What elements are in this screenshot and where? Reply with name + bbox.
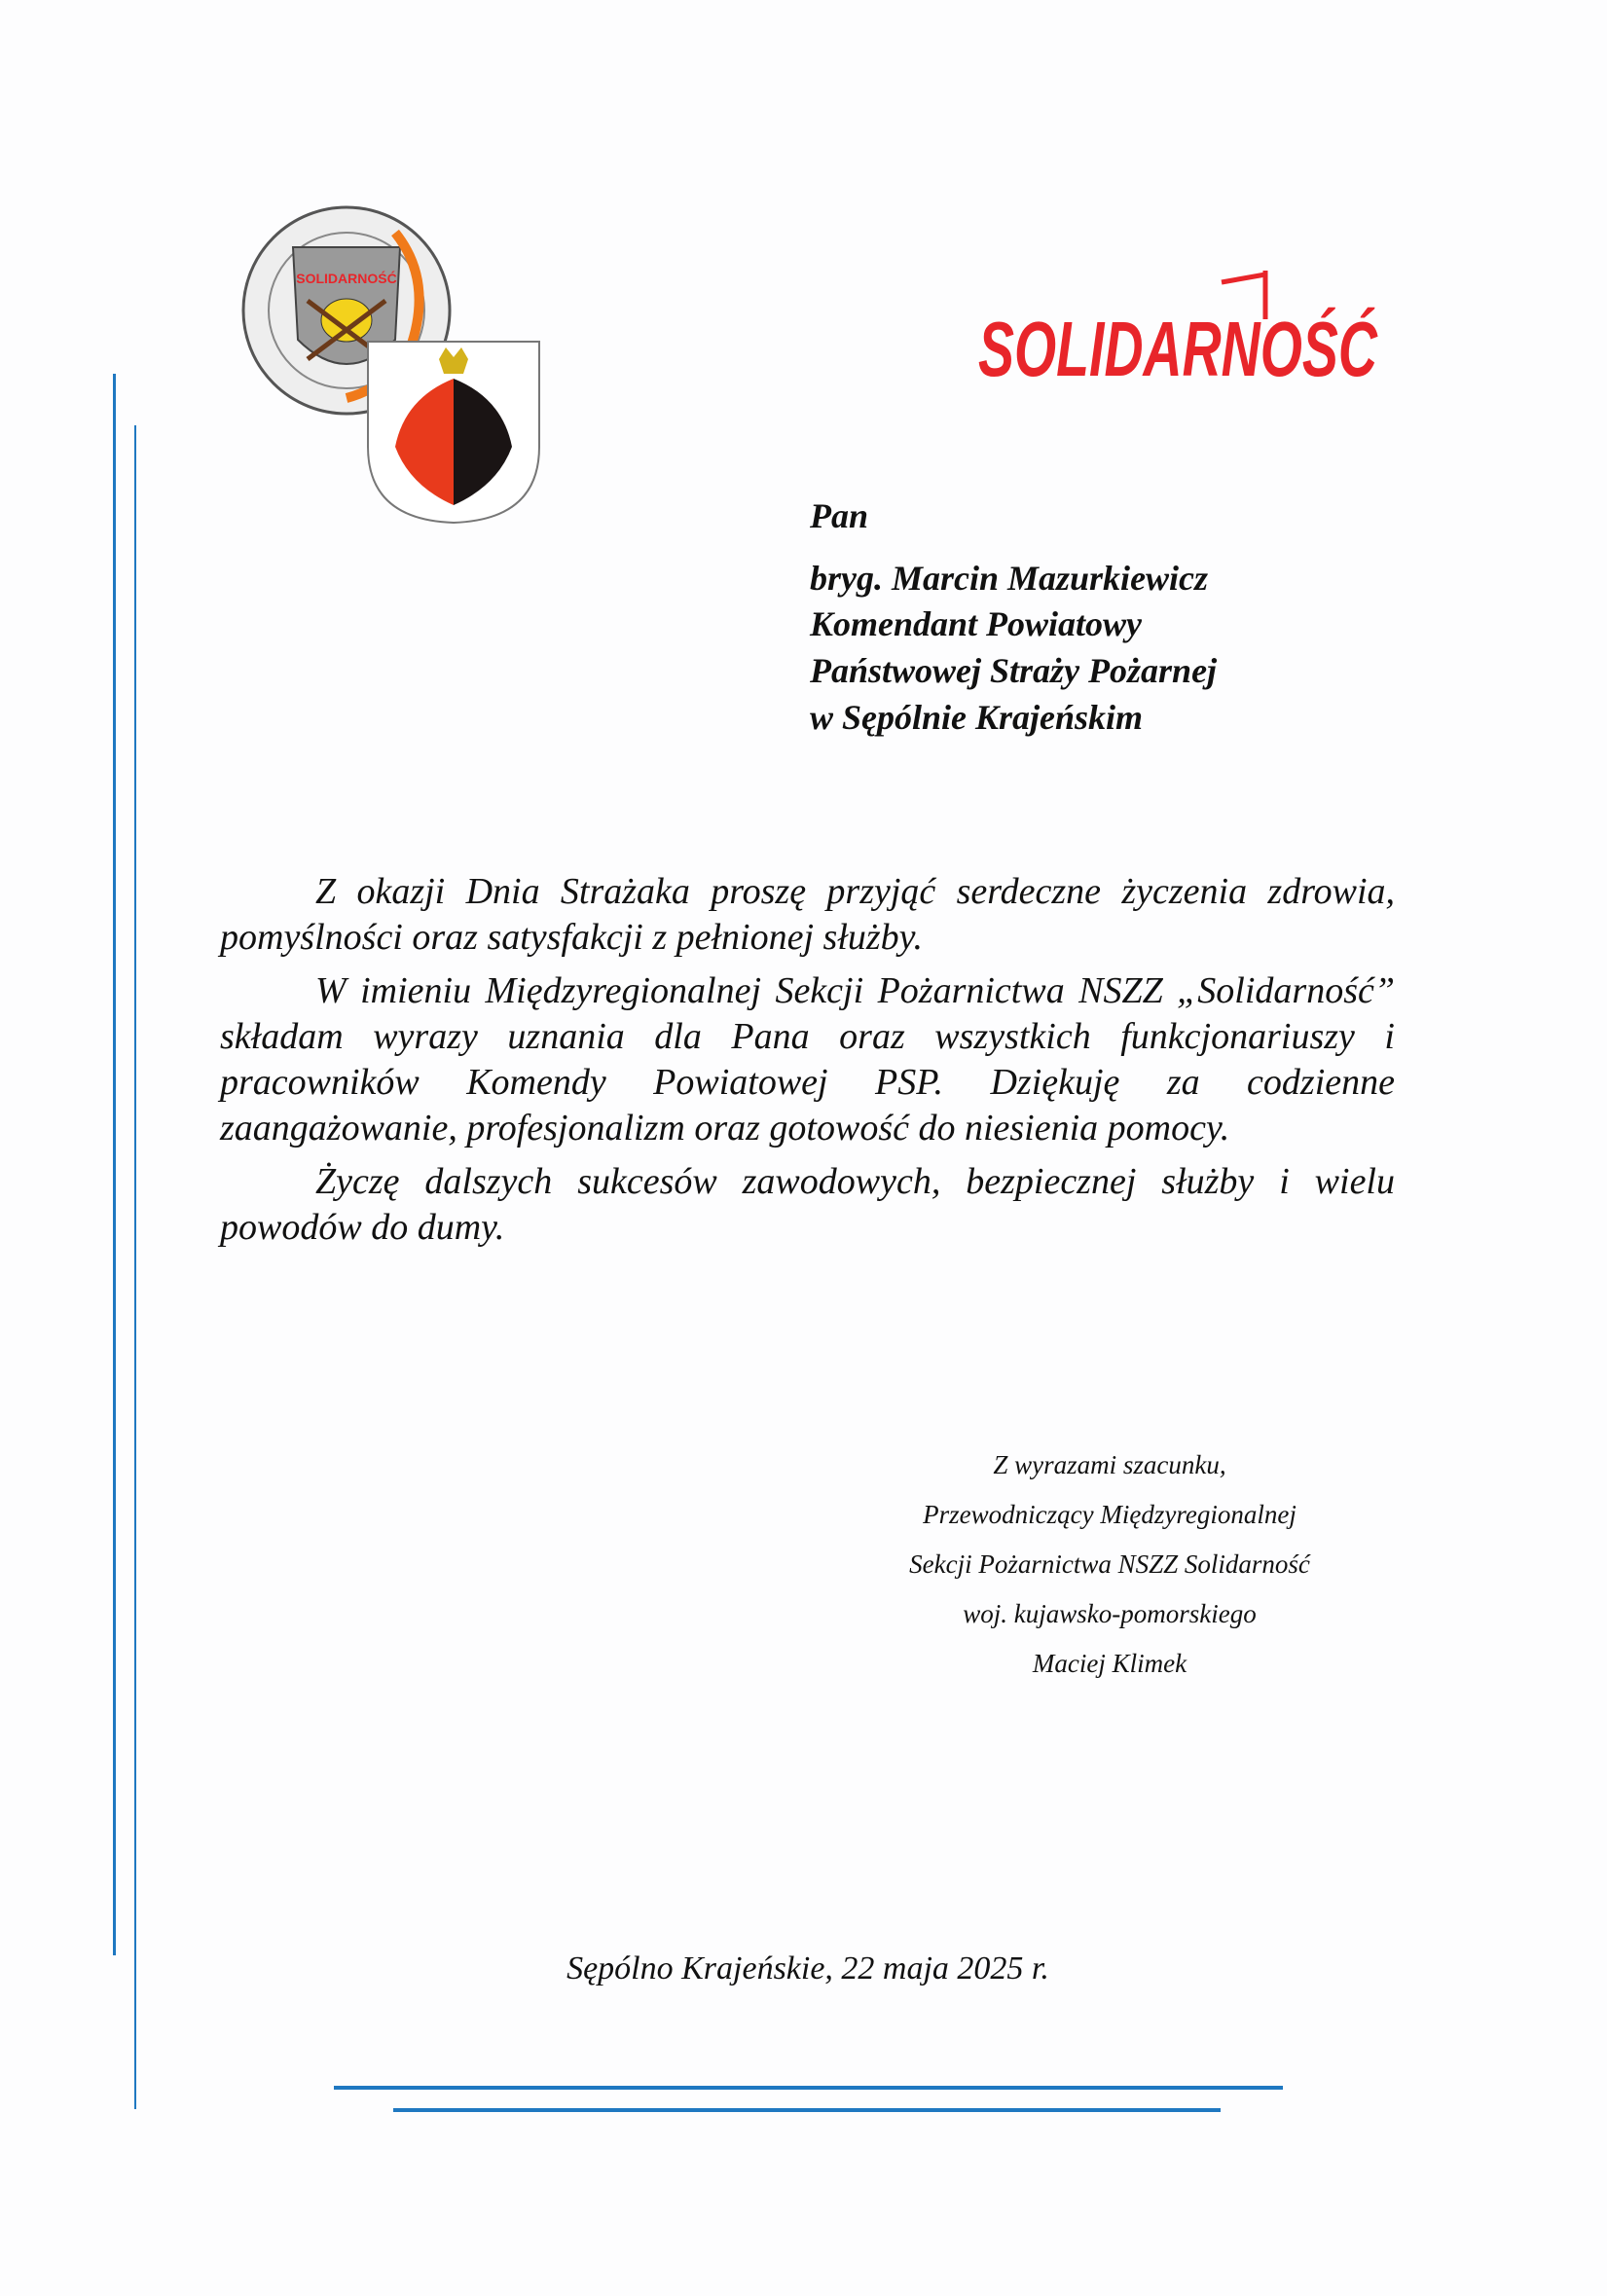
left-border-line-outer (113, 374, 116, 1955)
recipient-organization: Państwowej Straży Pożarnej (810, 651, 1218, 690)
svg-text:SOLIDARNOŚĆ: SOLIDARNOŚĆ (296, 271, 397, 286)
recipient-location: w Sępólnie Krajeńskim (810, 698, 1144, 737)
svg-text:SOLIDARNOŚĆ: SOLIDARNOŚĆ (978, 306, 1378, 392)
recipient-name: bryg. Marcin Mazurkiewicz (810, 559, 1209, 598)
footer-line-top (334, 2086, 1283, 2090)
signer-region: woj. kujawsko-pomorskiego (963, 1599, 1257, 1628)
closing: Z wyrazami szacunku, (993, 1450, 1226, 1479)
solidarnosc-logo (973, 261, 1382, 397)
paragraph: W imieniu Międzyregionalnej Sekcji Pożarnictwa NSZZ „Solidarność” składam wyrazy uznania dla Pana oraz wszystkich funkcjonariuszy i pracowników Komendy Powiatowej PSP. Dziękuję za codzienne zaangażowanie, profesjonalizm oraz gotowość do niesienia pomocy. (220, 970, 1395, 1148)
signer-role: Przewodniczący Międzyregionalnej (923, 1500, 1297, 1529)
paragraph: Z okazji Dnia Strażaka proszę przyjąć serdeczne życzenia zdrowia, pomyślności oraz satysfakcji z pełnionej służby. (220, 871, 1395, 958)
signer-name: Maciej Klimek (1032, 1649, 1187, 1678)
salutation: Pan (810, 496, 869, 535)
signature-block (857, 1440, 1363, 1689)
paragraph: Życzę dalszych sukcesów zawodowych, bezpiecznej służby i wielu powodów do dumy. (220, 1161, 1395, 1248)
signer-role: Sekcji Pożarnictwa NSZZ Solidarność (909, 1549, 1310, 1579)
place-date: Sępólno Krajeńskie, 22 maja 2025 r. (566, 1950, 1049, 1986)
coat-of-arms-logo (366, 340, 541, 525)
recipient-title: Komendant Powiatowy (810, 604, 1143, 643)
left-border-line-inner (134, 425, 136, 2109)
letter-body (220, 869, 1395, 1258)
footer-line-bottom (393, 2108, 1221, 2112)
